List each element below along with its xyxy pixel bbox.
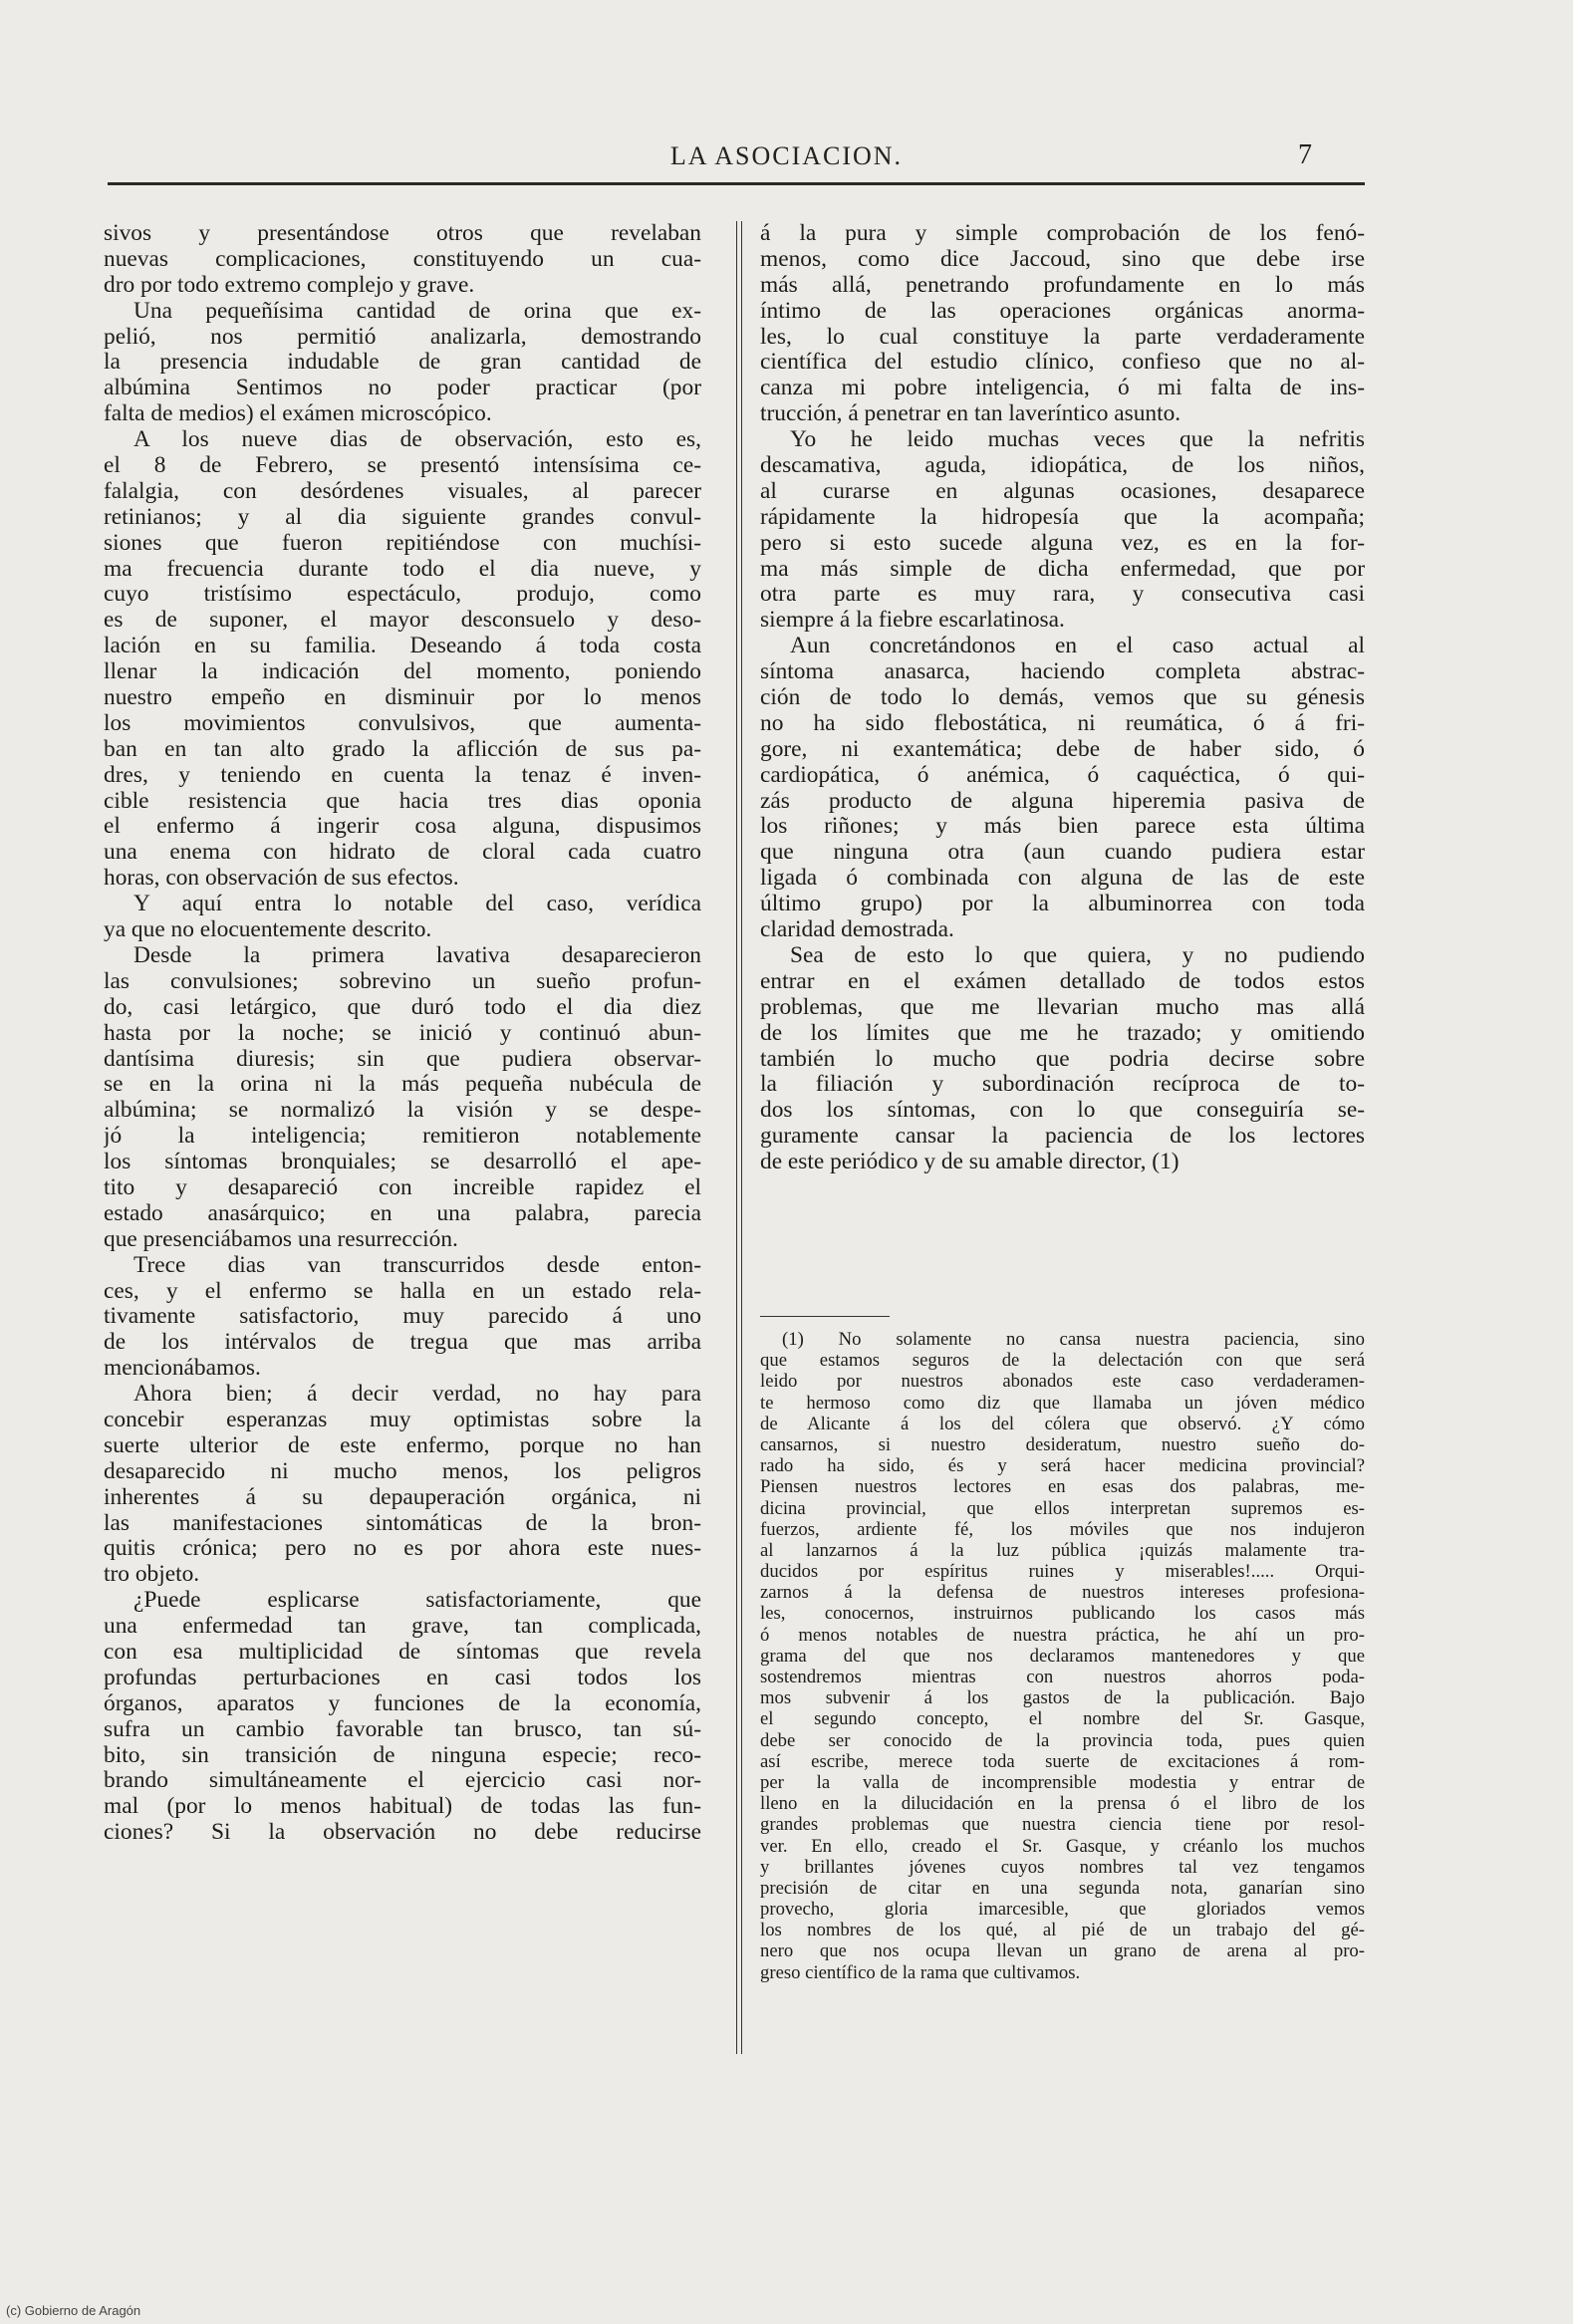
- text-line: al lanzarnos á la luz pública ¡quizás malamente tra-: [760, 1539, 1365, 1561]
- text-line: una enema con hidrato de cloral cada cuatro: [104, 840, 701, 866]
- text-line: mos subvenir á los gastos de la publicación. Bajo: [760, 1687, 1365, 1709]
- text-line: los movimientos convulsivos, que aumenta-: [104, 710, 701, 736]
- text-line: Ahora bien; á decir verdad, no hay para: [133, 1382, 701, 1408]
- text-line: también lo mucho que podria decirse sobre: [760, 1046, 1365, 1072]
- text-line: falalgia, con desórdenes visuales, al parecer: [104, 478, 701, 504]
- right-column: [760, 221, 1365, 1175]
- text-line: ¿Puede esplicarse satisfactoriamente, que: [133, 1588, 701, 1614]
- text-line: la presencia indudable de gran cantidad de: [104, 350, 701, 376]
- text-line: grandes problemas que nuestra ciencia tiene por resol-: [760, 1814, 1365, 1836]
- text-line: otra parte es muy rara, y consecutiva casi: [760, 582, 1365, 608]
- text-line: les, conocernos, instruirnos publicando los casos más: [760, 1603, 1365, 1625]
- text-line: inherentes á su depauperación orgánica, ni: [104, 1484, 701, 1510]
- text-line: estado anasárquico; en una palabra, parecia: [104, 1200, 701, 1226]
- text-line: albúmina; se normalizó la visión y se despe-: [104, 1098, 701, 1124]
- text-line: grama del que nos declaramos mantenedores y que: [760, 1645, 1365, 1667]
- text-line: Sea de esto lo que quiera, y no pudiendo: [790, 942, 1365, 968]
- text-line: tro objeto.: [104, 1562, 200, 1588]
- text-line: zarnos á la defensa de nuestros intereses profesiona-: [760, 1582, 1365, 1604]
- text-line: los riñones; y más bien parece esta última: [760, 814, 1365, 840]
- text-line: tivamente satisfactorio, muy parecido á uno: [104, 1304, 701, 1330]
- text-line: ma más simple de dicha enfermedad, que por: [760, 556, 1365, 582]
- text-line: que ninguna otra (aun cuando pudiera estar: [760, 840, 1365, 866]
- text-line: el enfermo á ingerir cosa alguna, dispusimos: [104, 814, 701, 840]
- page-number: 7: [1298, 139, 1312, 170]
- text-line: sufra un cambio favorable tan brusco, tan sú-: [104, 1716, 701, 1742]
- text-line: que estamos seguros de la delectación con que será: [760, 1350, 1365, 1372]
- text-line: al curarse en algunas ocasiones, desaparece: [760, 478, 1365, 504]
- text-line: fuerzos, ardiente fé, los móviles que nos indujeron: [760, 1518, 1365, 1540]
- text-line: menos, como dice Jaccoud, sino que debe irse: [760, 246, 1365, 272]
- text-line: dos los síntomas, con lo que conseguiría se-: [760, 1098, 1365, 1124]
- text-line: sostendremos mientras con nuestros ahorros poda-: [760, 1667, 1365, 1687]
- text-line: de los límites que me he trazado; y omitiendo: [760, 1020, 1365, 1046]
- column-divider: [736, 221, 742, 2054]
- text-line: leido por nuestros abonados este caso verdaderamen-: [760, 1371, 1365, 1393]
- text-line: albúmina Sentimos no poder practicar (por: [104, 376, 701, 401]
- text-line: ción de todo lo demás, vemos que su génesis: [760, 685, 1365, 711]
- text-line: nuestro empeño en disminuir por lo menos: [104, 685, 701, 711]
- text-line: ciones? Si la observación no debe reducirse: [104, 1820, 701, 1846]
- text-line: tito y desapareció con increible rapidez el: [104, 1174, 701, 1200]
- text-line: retinianos; y al dia siguiente grandes convul-: [104, 504, 701, 530]
- text-line: la filiación y subordinación recíproca de to-: [760, 1072, 1365, 1098]
- text-line: cardiopática, ó anémica, ó caquéctica, ó qui-: [760, 762, 1365, 788]
- text-line: gore, ni exantemática; debe de haber sido, ó: [760, 736, 1365, 762]
- text-line: pero si esto sucede alguna vez, es en la for-: [760, 530, 1365, 556]
- text-line: falta de medios) el exámen microscópico.: [104, 401, 492, 427]
- text-line: mencionábamos.: [104, 1356, 261, 1382]
- text-line: científica del estudio clínico, confieso que no al-: [760, 350, 1365, 376]
- text-line: una enfermedad tan grave, tan complicada,: [104, 1614, 701, 1640]
- text-line: lleno en la dilucidación en la prensa ó el libro de los: [760, 1793, 1365, 1815]
- text-line: debe ser conocido de la provincia toda, pues quien: [760, 1729, 1365, 1751]
- text-line: cible resistencia que hacia tres dias oponia: [104, 788, 701, 814]
- text-line: mal (por lo menos habitual) de todas las fun-: [104, 1794, 701, 1820]
- text-line: las convulsiones; sobrevino un sueño profun-: [104, 968, 701, 994]
- running-header: LA ASOCIACION.: [669, 141, 904, 170]
- text-line: las manifestaciones sintomáticas de la bron-: [104, 1510, 701, 1536]
- text-line: sivos y presentándose otros que revelaban: [104, 221, 701, 246]
- text-line: dro por todo extremo complejo y grave.: [104, 272, 475, 298]
- text-line: profundas perturbaciones en casi todos los: [104, 1665, 701, 1690]
- text-line: el 8 de Febrero, se presentó intensísima ce-: [104, 453, 701, 479]
- text-line: ducidos por espíritus ruines y miserables!..... Orqui-: [760, 1561, 1365, 1583]
- text-line: dantísima diuresis; sin que pudiera observar-: [104, 1046, 701, 1072]
- text-line: les, lo cual constituye la parte verdaderamente: [760, 324, 1365, 350]
- text-line: do, casi letárgico, que duró todo el dia diez: [104, 994, 701, 1020]
- text-line: claridad demostrada.: [760, 917, 954, 943]
- text-line: quitis crónica; pero no es por ahora este nues-: [104, 1536, 701, 1562]
- text-line: Trece dias van transcurridos desde enton-: [133, 1252, 701, 1278]
- text-line: Y aquí entra lo notable del caso, verídica: [133, 892, 701, 917]
- text-line: entrar en el exámen detallado de todos estos: [760, 968, 1365, 994]
- text-line: á la pura y simple comprobación de los fenó-: [760, 221, 1365, 246]
- text-line: de este periódico y de su amable director, (1): [760, 1150, 1180, 1175]
- text-line: bito, sin transición de ninguna especie; reco-: [104, 1742, 701, 1768]
- text-line: rápidamente la hidropesía que la acompaña;: [760, 504, 1365, 530]
- text-line: más allá, penetrando profundamente en lo más: [760, 272, 1365, 298]
- text-line: rado ha sido, és y será hacer medicina provincial?: [760, 1455, 1365, 1477]
- text-line: cuyo tristísimo espectáculo, produjo, como: [104, 582, 701, 608]
- text-line: brando simultáneamente el ejercicio casi nor-: [104, 1768, 701, 1794]
- text-line: hasta por la noche; se inició y continuó abun-: [104, 1020, 701, 1046]
- text-line: trucción, á penetrar en tan laveríntico asunto.: [760, 401, 1181, 427]
- text-line: dres, y teniendo en cuenta la tenaz é inven-: [104, 762, 701, 788]
- text-line: llenar la indicación del momento, poniendo: [104, 659, 701, 685]
- text-line: el segundo concepto, el nombre del Sr. Gasque,: [760, 1708, 1365, 1730]
- text-line: ligada ó combinada con alguna de las de este: [760, 866, 1365, 892]
- text-line: zás producto de alguna hiperemia pasiva de: [760, 788, 1365, 814]
- text-line: horas, con observación de sus efectos.: [104, 866, 459, 892]
- text-line: Una pequeñísima cantidad de orina que ex-: [133, 298, 701, 324]
- text-line: ya que no elocuentemente descrito.: [104, 917, 432, 943]
- text-line: Yo he leido muchas veces que la nefritis: [790, 427, 1365, 453]
- text-line: dicina provincial, que ellos interpretan supremos es-: [760, 1497, 1365, 1519]
- text-line: íntimo de las operaciones orgánicas anorma-: [760, 298, 1365, 324]
- text-line: último grupo) por la albuminorrea con toda: [760, 892, 1365, 917]
- text-line: síntoma anasarca, haciendo completa abstrac-: [760, 659, 1365, 685]
- text-line: se en la orina ni la más pequeña nubécula de: [104, 1072, 701, 1098]
- text-line: los nombres de los qué, al pié de un trabajo del gé-: [760, 1920, 1365, 1941]
- text-line: Piensen nuestros lectores en esas dos palabras, me-: [760, 1476, 1365, 1498]
- text-line: concebir esperanzas muy optimistas sobre la: [104, 1407, 701, 1432]
- text-line: precisión de citar en una segunda nota, ganarían sino: [760, 1877, 1365, 1899]
- text-line: lación en su familia. Deseando á toda costa: [104, 634, 701, 659]
- text-line: ces, y el enfermo se halla en un estado rela-: [104, 1278, 701, 1304]
- text-line: nero que nos ocupa llevan un grano de arena al pro-: [760, 1940, 1365, 1962]
- text-line: A los nueve dias de observación, esto es,: [133, 427, 701, 453]
- text-line: desaparecido ni mucho menos, los peligros: [104, 1458, 701, 1484]
- text-line: per la valla de incomprensible modestia y entrar de: [760, 1771, 1365, 1793]
- text-line: provecho, gloria imarcesible, que gloriados vemos: [760, 1899, 1365, 1921]
- text-line: te hermoso como diz que llamaba un jóven médico: [760, 1392, 1365, 1414]
- text-line: suerte ulterior de este enfermo, porque no han: [104, 1432, 701, 1458]
- header-rule: [108, 182, 1365, 185]
- text-line: ma frecuencia durante todo el dia nueve, y: [104, 556, 701, 582]
- text-line: canza mi pobre inteligencia, ó mi falta de ins-: [760, 376, 1365, 401]
- text-line: cansarnos, si nuestro desideratum, nuestro sueño do-: [760, 1433, 1365, 1455]
- text-line: con esa multiplicidad de síntomas que revela: [104, 1639, 701, 1665]
- text-line: no ha sido flebostática, ni reumática, ó á fri-: [760, 710, 1365, 736]
- text-line: descamativa, aguda, idiopática, de los niños,: [760, 453, 1365, 479]
- text-line: guramente cansar la paciencia de los lectores: [760, 1124, 1365, 1150]
- copyright-notice: (c) Gobierno de Aragón: [6, 2303, 141, 2318]
- text-line: los síntomas bronquiales; se desarrolló el ape-: [104, 1150, 701, 1175]
- text-line: problemas, que me llevarian mucho mas allá: [760, 994, 1365, 1020]
- text-line: y brillantes jóvenes cuyos nombres tal vez tengamos: [760, 1856, 1365, 1878]
- text-line: de los intérvalos de tregua que mas arriba: [104, 1330, 701, 1356]
- left-column: [104, 221, 701, 1846]
- text-line: ó menos notables de nuestra práctica, he ahí un pro-: [760, 1624, 1365, 1646]
- text-line: Aun concretándonos en el caso actual al: [790, 634, 1365, 659]
- text-line: así escribe, merece toda suerte de excitaciones á rom-: [760, 1750, 1365, 1772]
- text-line: siones que fueron repitiéndose con muchísi-: [104, 530, 701, 556]
- footnote-rule: [760, 1316, 890, 1317]
- text-line: que presenciábamos una resurrección.: [104, 1226, 458, 1252]
- text-line: nuevas complicaciones, constituyendo un cua-: [104, 246, 701, 272]
- text-line: (1) No solamente no cansa nuestra paciencia, sino: [782, 1329, 1365, 1350]
- text-line: siempre á la fiebre escarlatinosa.: [760, 608, 1065, 634]
- text-line: jó la inteligencia; remitieron notablemente: [104, 1124, 701, 1150]
- text-line: órganos, aparatos y funciones de la economía,: [104, 1690, 701, 1716]
- footnote: [760, 1329, 1365, 1983]
- text-line: de Alicante á los del cólera que observó. ¿Y cómo: [760, 1413, 1365, 1434]
- text-line: es de suponer, el mayor desconsuelo y deso-: [104, 608, 701, 634]
- text-line: greso científico de la rama que cultivamos.: [760, 1961, 1081, 1983]
- text-line: ver. En ello, creado el Sr. Gasque, y créanlo los muchos: [760, 1835, 1365, 1857]
- text-line: Desde la primera lavativa desaparecieron: [133, 942, 701, 968]
- text-line: ban en tan alto grado la aflicción de sus pa-: [104, 736, 701, 762]
- text-line: pelió, nos permitió analizarla, demostrando: [104, 324, 701, 350]
